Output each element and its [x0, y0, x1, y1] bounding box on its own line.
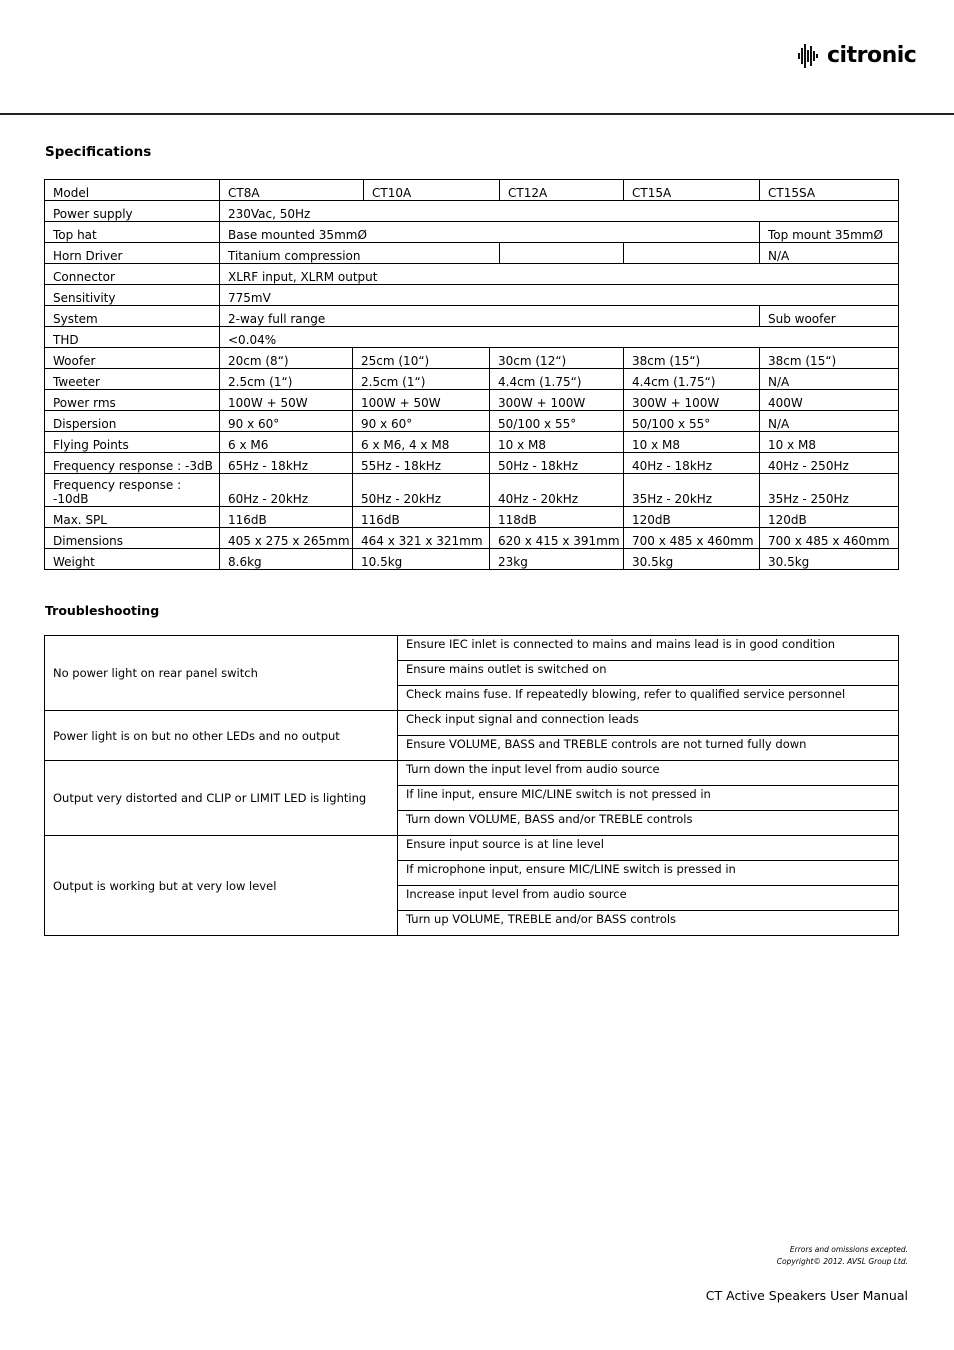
specifications-heading: Specifications — [45, 144, 152, 160]
spec-label: Weight — [45, 549, 220, 570]
spec-cell: 464 x 321 x 321mm — [353, 528, 490, 549]
spec-cell: 700 x 485 x 460mm — [760, 528, 899, 549]
footer-disclaimer — [777, 1244, 908, 1268]
spec-cell: 10 x M8 — [760, 432, 899, 453]
spec-label: Tweeter — [45, 369, 220, 390]
troubleshooting-heading: Troubleshooting — [45, 603, 160, 618]
spec-cell: 620 x 415 x 391mm — [490, 528, 624, 549]
spec-cell: 60Hz - 20kHz — [220, 474, 353, 507]
spec-label: Horn Driver — [45, 243, 220, 264]
solution-cell: Ensure input source is at line level — [398, 836, 899, 861]
spec-cell: 65Hz - 18kHz — [220, 453, 353, 474]
spec-row — [45, 390, 899, 411]
spec-label: Woofer — [45, 348, 220, 369]
spec-cell: 775mV — [220, 285, 899, 306]
spec-cell — [500, 243, 624, 264]
spec-cell: 38cm (15“) — [760, 348, 899, 369]
spec-label: Power supply — [45, 201, 220, 222]
header-divider — [0, 113, 954, 115]
spec-cell: 30.5kg — [624, 549, 760, 570]
solution-cell: If microphone input, ensure MIC/LINE switch is pressed in — [398, 861, 899, 886]
trouble-row — [45, 711, 899, 736]
manual-title: CT Active Speakers User Manual — [705, 1288, 908, 1303]
spec-cell: 300W + 100W — [490, 390, 624, 411]
spec-cell: N/A — [760, 243, 899, 264]
problem-cell: No power light on rear panel switch — [45, 636, 398, 711]
spec-cell: 2.5cm (1“) — [220, 369, 353, 390]
spec-row — [45, 528, 899, 549]
spec-cell: CT8A — [220, 180, 364, 201]
solution-cell: Check mains fuse. If repeatedly blowing, refer to qualified service personnel — [398, 686, 899, 711]
spec-label: Top hat — [45, 222, 220, 243]
spec-cell: 4.4cm (1.75“) — [490, 369, 624, 390]
spec-cell: 30.5kg — [760, 549, 899, 570]
spec-cell: 35Hz - 20kHz — [624, 474, 760, 507]
solution-cell: Turn down VOLUME, BASS and/or TREBLE controls — [398, 811, 899, 836]
spec-cell: 116dB — [220, 507, 353, 528]
spec-cell: 40Hz - 18kHz — [624, 453, 760, 474]
spec-cell: 400W — [760, 390, 899, 411]
problem-cell: Output very distorted and CLIP or LIMIT LED is lighting — [45, 761, 398, 836]
spec-cell: 23kg — [490, 549, 624, 570]
spec-row-power-supply — [45, 201, 899, 222]
trouble-row — [45, 761, 899, 786]
spec-row-thd — [45, 327, 899, 348]
spec-cell: 38cm (15“) — [624, 348, 760, 369]
brand-name: citronic — [827, 43, 917, 68]
spec-row — [45, 507, 899, 528]
spec-cell: 40Hz - 20kHz — [490, 474, 624, 507]
spec-cell: Base mounted 35mmØ — [220, 222, 760, 243]
spec-cell: 8.6kg — [220, 549, 353, 570]
spec-cell: 100W + 50W — [220, 390, 353, 411]
spec-cell: 30cm (12“) — [490, 348, 624, 369]
problem-cell: Power light is on but no other LEDs and no output — [45, 711, 398, 761]
spec-row-horn-driver — [45, 243, 899, 264]
spec-cell: 100W + 50W — [353, 390, 490, 411]
solution-cell: If line input, ensure MIC/LINE switch is not pressed in — [398, 786, 899, 811]
solution-cell: Check input signal and connection leads — [398, 711, 899, 736]
spec-label: Dispersion — [45, 411, 220, 432]
spec-cell: <0.04% — [220, 327, 899, 348]
spec-cell: 4.4cm (1.75“) — [624, 369, 760, 390]
spec-cell: 120dB — [624, 507, 760, 528]
spec-cell: Top mount 35mmØ — [760, 222, 899, 243]
spec-cell: 55Hz - 18kHz — [353, 453, 490, 474]
spec-cell: 405 x 275 x 265mm — [220, 528, 353, 549]
solution-cell: Ensure VOLUME, BASS and TREBLE controls are not turned fully down — [398, 736, 899, 761]
trouble-row — [45, 636, 899, 661]
specifications-table — [44, 179, 899, 570]
spec-cell: 35Hz - 250Hz — [760, 474, 899, 507]
trouble-row — [45, 836, 899, 861]
spec-row-system — [45, 306, 899, 327]
spec-label: Sensitivity — [45, 285, 220, 306]
waveform-logo-icon — [797, 43, 823, 69]
spec-cell: 6 x M6 — [220, 432, 353, 453]
spec-cell: 40Hz - 250Hz — [760, 453, 899, 474]
spec-row — [45, 549, 899, 570]
spec-label: Connector — [45, 264, 220, 285]
spec-cell: CT15SA — [760, 180, 899, 201]
copyright-note: Copyright© 2012. AVSL Group Ltd. — [776, 1257, 908, 1266]
spec-cell: 10.5kg — [353, 549, 490, 570]
solution-cell: Ensure IEC inlet is connected to mains and mains lead is in good condition — [398, 636, 899, 661]
spec-cell: 116dB — [353, 507, 490, 528]
spec-cell: Titanium compression — [220, 243, 500, 264]
spec-row-sensitivity — [45, 285, 899, 306]
spec-label: Power rms — [45, 390, 220, 411]
spec-cell: 50/100 x 55° — [624, 411, 760, 432]
spec-cell: 2-way full range — [220, 306, 760, 327]
spec-label: THD — [45, 327, 220, 348]
spec-cell: 10 x M8 — [490, 432, 624, 453]
brand-logo — [797, 42, 916, 70]
problem-cell: Output is working but at very low level — [45, 836, 398, 936]
solution-cell: Increase input level from audio source — [398, 886, 899, 911]
spec-row — [45, 453, 899, 474]
spec-cell: N/A — [760, 369, 899, 390]
spec-row — [45, 411, 899, 432]
spec-row — [45, 432, 899, 453]
spec-row — [45, 348, 899, 369]
spec-cell: 700 x 485 x 460mm — [624, 528, 760, 549]
spec-cell: 10 x M8 — [624, 432, 760, 453]
spec-cell: 20cm (8“) — [220, 348, 353, 369]
spec-label: System — [45, 306, 220, 327]
spec-cell: 2.5cm (1“) — [353, 369, 490, 390]
spec-cell: Sub woofer — [760, 306, 899, 327]
errors-note: Errors and omissions excepted. — [789, 1245, 908, 1254]
spec-cell: 90 x 60° — [220, 411, 353, 432]
spec-label: Frequency response : -10dB — [45, 474, 220, 507]
spec-cell: 50Hz - 18kHz — [490, 453, 624, 474]
spec-cell: 118dB — [490, 507, 624, 528]
spec-cell: CT12A — [500, 180, 624, 201]
spec-label: Max. SPL — [45, 507, 220, 528]
spec-cell: 120dB — [760, 507, 899, 528]
spec-label: Dimensions — [45, 528, 220, 549]
spec-row-top-hat — [45, 222, 899, 243]
spec-cell: 230Vac, 50Hz — [220, 201, 899, 222]
solution-cell: Turn down the input level from audio source — [398, 761, 899, 786]
spec-row — [45, 369, 899, 390]
spec-row-connector — [45, 264, 899, 285]
spec-label: Flying Points — [45, 432, 220, 453]
spec-cell: 300W + 100W — [624, 390, 760, 411]
solution-cell: Ensure mains outlet is switched on — [398, 661, 899, 686]
spec-cell: 90 x 60° — [353, 411, 490, 432]
troubleshooting-table — [44, 635, 899, 936]
spec-cell: XLRF input, XLRM output — [220, 264, 899, 285]
spec-header-row — [45, 180, 899, 201]
spec-cell: CT10A — [364, 180, 500, 201]
spec-cell: 50/100 x 55° — [490, 411, 624, 432]
spec-cell: 50Hz - 20kHz — [353, 474, 490, 507]
spec-cell: N/A — [760, 411, 899, 432]
spec-row — [45, 474, 899, 507]
spec-cell: Model — [45, 180, 220, 201]
spec-cell: 6 x M6, 4 x M8 — [353, 432, 490, 453]
spec-label: Frequency response : -3dB — [45, 453, 220, 474]
spec-cell: CT15A — [624, 180, 760, 201]
spec-cell: 25cm (10“) — [353, 348, 490, 369]
spec-cell — [624, 243, 760, 264]
solution-cell: Turn up VOLUME, TREBLE and/or BASS controls — [398, 911, 899, 936]
